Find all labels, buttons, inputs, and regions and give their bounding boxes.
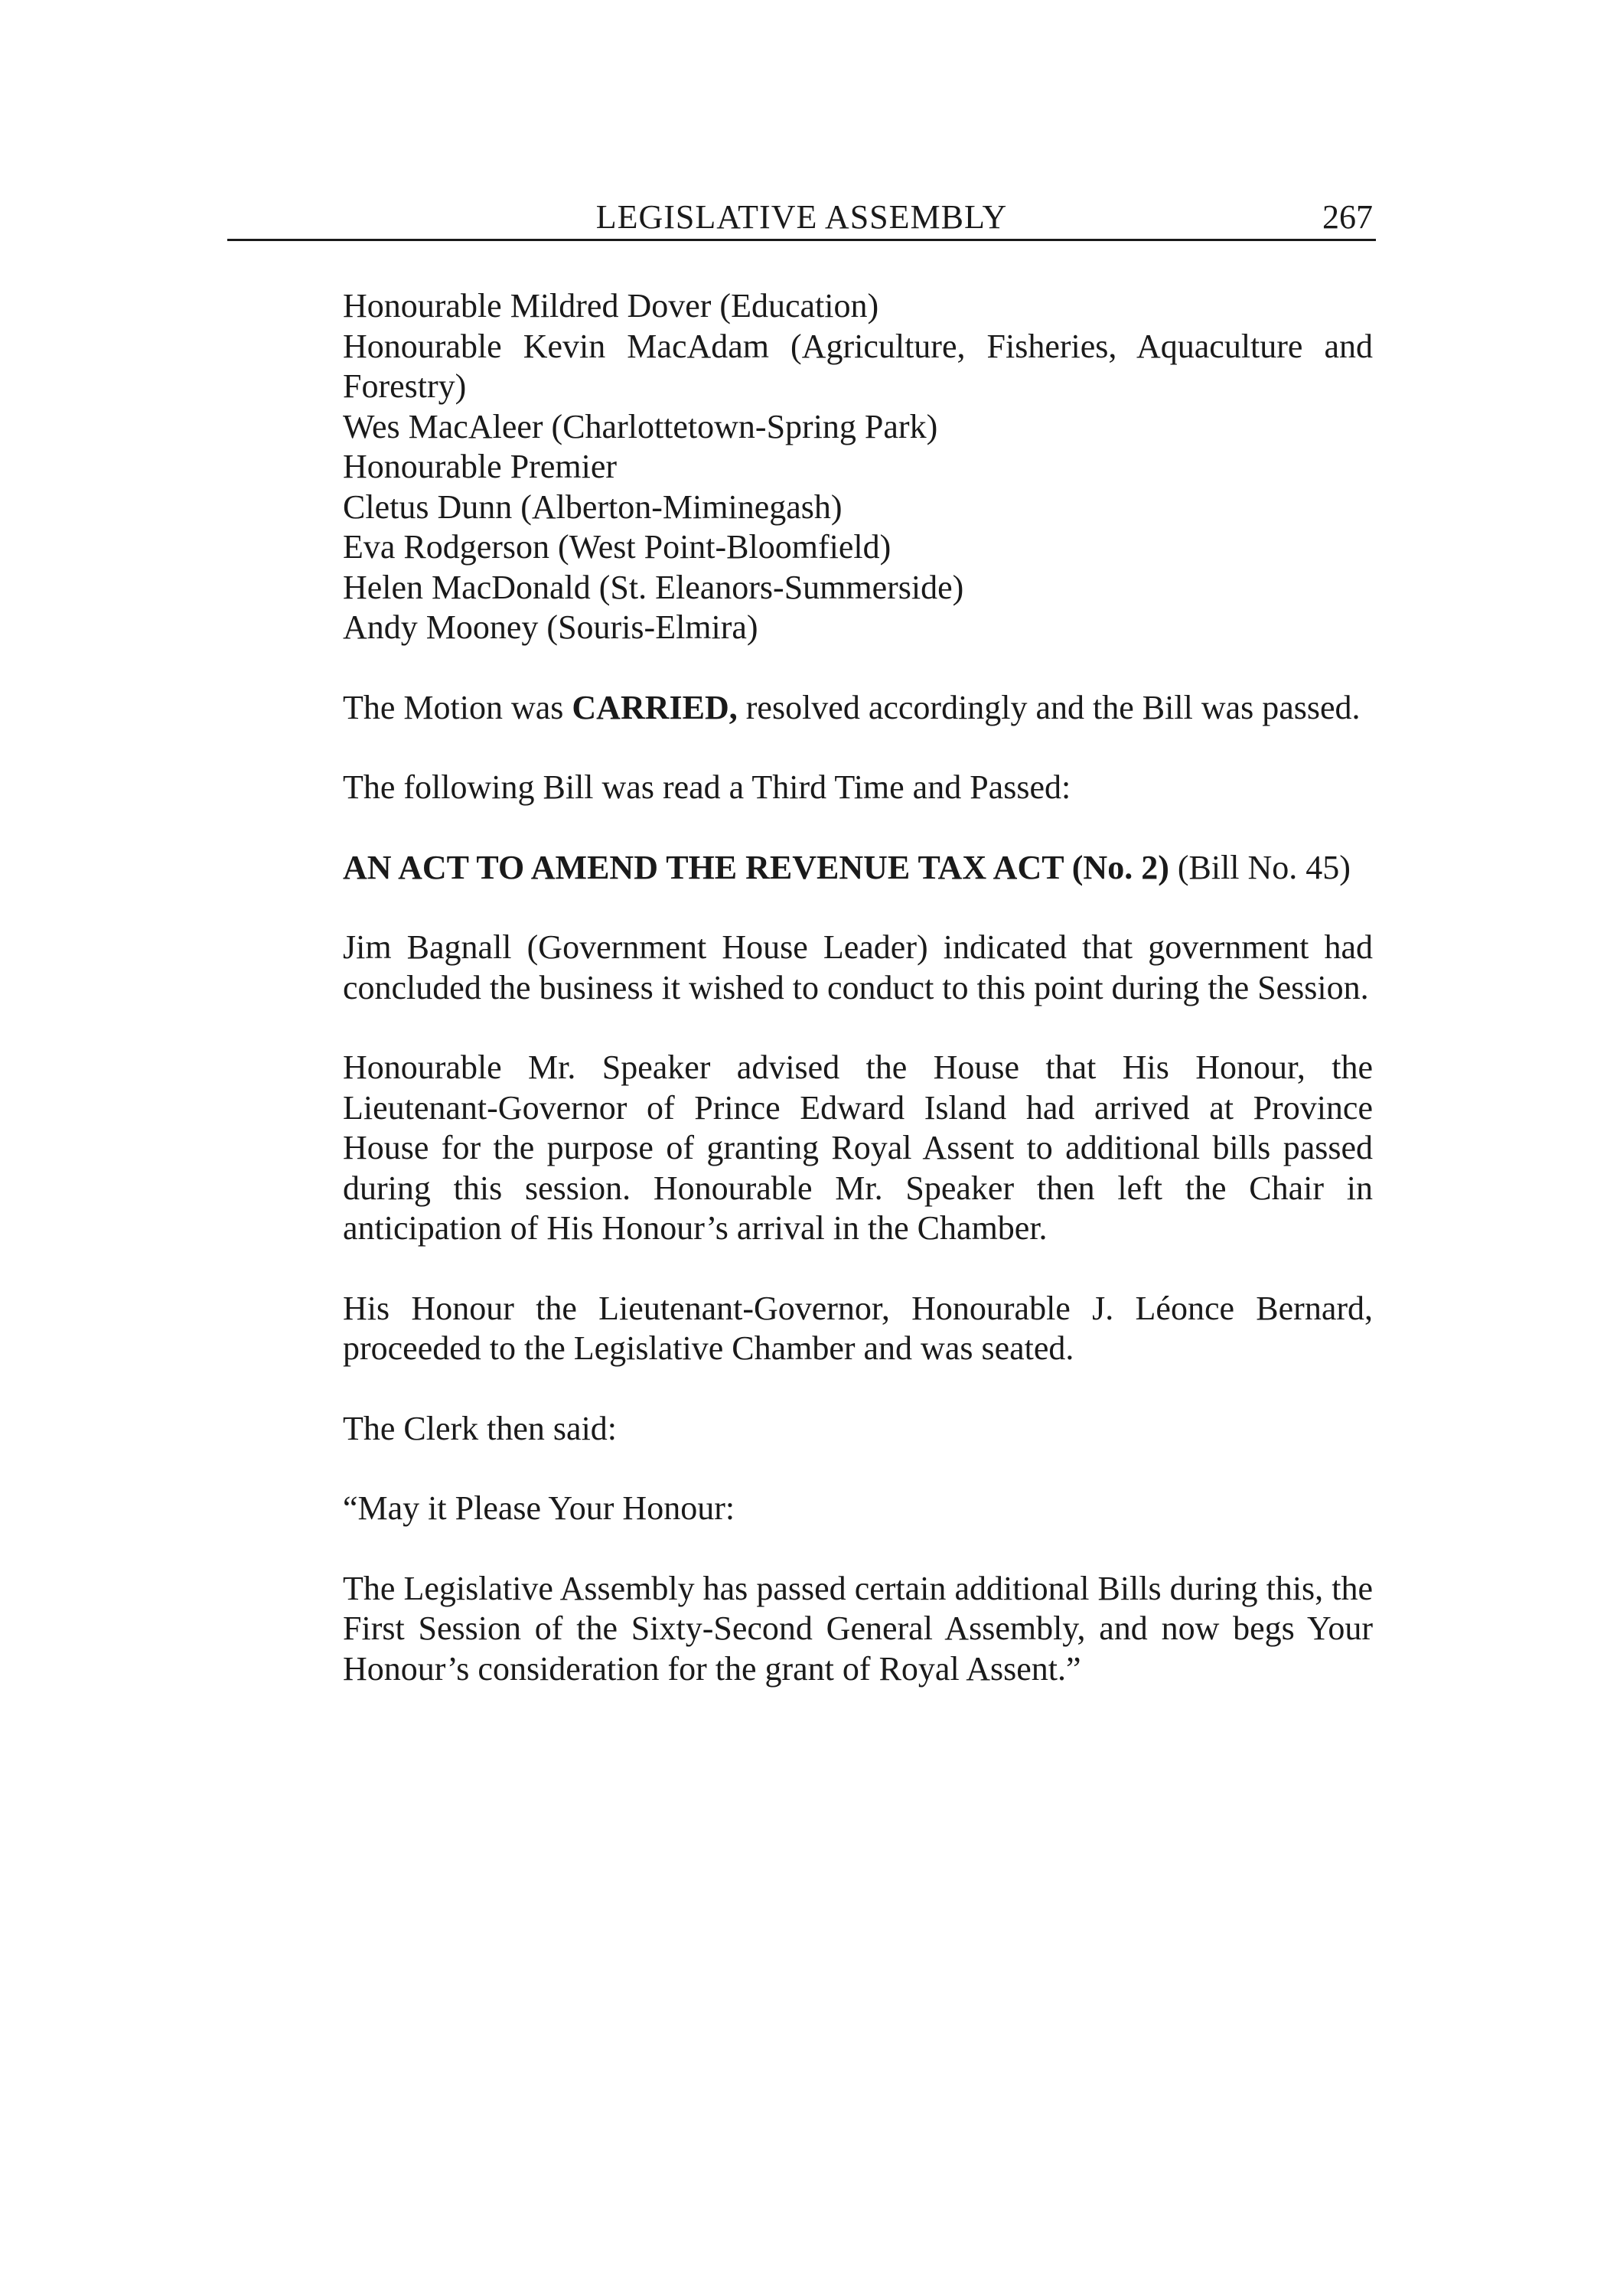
speaker-paragraph: Honourable Mr. Speaker advised the House that His Honour, the Lieutenant-Governor of Prince Edward Island had arrived at Province House for the purpose of granting Royal Assent to additional bills passed during this session. Honourable Mr. Speaker then left the Chair in anticipation of His Honour’s arrival in the Chamber. (343, 1049, 1373, 1247)
member-list (343, 286, 1373, 648)
member-list-item: Andy Mooney (Souris-Elmira) (343, 608, 758, 646)
page-header (227, 193, 1376, 241)
motion-result: The Motion was CARRIED, resolved accordingly and the Bill was passed. (343, 688, 1361, 726)
lieutenant-governor-paragraph: His Honour the Lieutenant-Governor, Honourable J. Léonce Bernard, proceeded to the Legislative Chamber and was seated. (343, 1289, 1373, 1367)
house-leader-paragraph: Jim Bagnall (Government House Leader) indicated that government had concluded the business it wished to conduct to this point during the Session. (343, 928, 1373, 1006)
clerk-statement: The Clerk then said: (343, 1409, 618, 1447)
member-list-item: Cletus Dunn (Alberton-Miminegash) (343, 488, 843, 526)
royal-assent-request: The Legislative Assembly has passed certain additional Bills during this, the First Session of the Sixty-Second General Assembly, and now begs Your Honour’s consideration for the grant of Royal Assent.” (343, 1569, 1373, 1688)
member-list-item: Eva Rodgerson (West Point-Bloomfield) (343, 528, 892, 566)
salutation: “May it Please Your Honour: (343, 1489, 735, 1527)
member-list-item: Honourable Kevin MacAdam (Agriculture, Fisheries, Aquaculture and Forestry) (343, 327, 1373, 405)
bill-name: AN ACT TO AMEND THE REVENUE TAX ACT (No. 2) (343, 848, 1169, 886)
document-body (343, 286, 1373, 1689)
header-title: LEGISLATIVE ASSEMBLY (595, 198, 1008, 236)
member-list-item: Helen MacDonald (St. Eleanors-Summerside) (343, 568, 964, 606)
member-list-item: Wes MacAleer (Charlottetown-Spring Park) (343, 407, 938, 445)
bill-number: (Bill No. 45) (1169, 848, 1351, 886)
member-list-item: Honourable Mildred Dover (Education) (343, 287, 879, 325)
bill-title (343, 848, 1373, 889)
page-number: 267 (1322, 198, 1373, 236)
member-list-item: Honourable Premier (343, 448, 617, 485)
motion-carried: CARRIED, (572, 688, 738, 726)
third-reading-statement: The following Bill was read a Third Time and Passed: (343, 768, 1071, 806)
